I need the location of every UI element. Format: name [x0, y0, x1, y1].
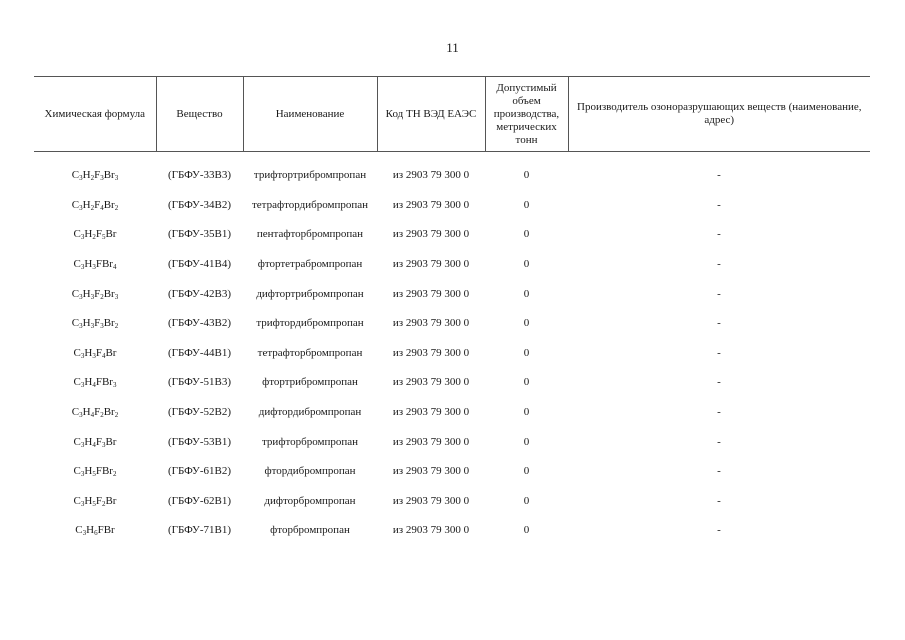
cell-producer: - [717, 405, 721, 418]
formula-element: Br [101, 376, 113, 389]
formula-element: H [84, 346, 93, 359]
cell-name: фтордибромпропан [264, 465, 356, 478]
formula-subscript: 2 [92, 233, 96, 242]
cell-code: из 2903 79 300 0 [392, 198, 470, 211]
formula-element: C [73, 376, 81, 389]
formula-subscript: 4 [100, 203, 104, 212]
formula-element: H [84, 257, 93, 270]
formula-element: C [73, 346, 81, 359]
formula-subscript: 3 [80, 470, 85, 479]
table-row [34, 338, 870, 368]
formula-element: Br [105, 435, 117, 448]
formula-subscript: 3 [82, 529, 87, 538]
header-volume: Допустимый объем производства, метрических тонн [485, 77, 568, 152]
cell-code: из 2903 79 300 0 [392, 257, 470, 270]
cell-name: трифтортрибромпропан [253, 169, 367, 181]
formula-subscript: 6 [94, 529, 98, 538]
formula-element: C [71, 287, 80, 300]
formula-subscript: 3 [80, 233, 85, 242]
cell-producer: - [717, 287, 721, 300]
cell-substance: (ГБФУ-43В2) [168, 317, 231, 330]
formula-element: F [95, 376, 102, 389]
formula-subscript: 3 [100, 322, 104, 331]
formula-element: C [71, 317, 80, 330]
cell-producer: - [717, 435, 721, 448]
cell-code: из 2903 79 300 0 [392, 524, 470, 537]
cell-volume: 0 [523, 465, 530, 478]
formula-subscript: 3 [79, 292, 83, 301]
formula-element: C [73, 228, 81, 241]
cell-formula [34, 338, 156, 368]
cell-code: из 2903 79 300 0 [392, 317, 470, 330]
formula-element: C [73, 257, 81, 270]
cell-formula [34, 249, 156, 279]
formula-element: Br [103, 169, 115, 181]
formula-subscript: 2 [101, 499, 106, 508]
cell-volume: 0 [523, 405, 530, 418]
cell-name: фторбромпропан [270, 524, 350, 537]
cell-volume: 0 [523, 169, 530, 181]
formula-subscript: 5 [92, 499, 96, 508]
formula-element: C [71, 405, 80, 418]
cell-formula [34, 220, 156, 250]
formula-subscript: 3 [79, 174, 83, 182]
table-row [34, 279, 870, 309]
table-row [34, 190, 870, 220]
formula-element: F [94, 169, 101, 181]
cell-name: фтортрибромпропан [262, 376, 358, 389]
formula-subscript: 3 [79, 203, 83, 212]
formula-element: H [84, 465, 93, 478]
formula-subscript: 2 [112, 470, 117, 479]
cell-substance: (ГБФУ-44В1) [168, 346, 231, 359]
formula-element: F [94, 317, 101, 330]
cell-name: трифторбромпропан [261, 435, 358, 448]
cell-formula [34, 152, 156, 191]
cell-code: из 2903 79 300 0 [392, 169, 470, 181]
formula-subscript: 2 [114, 203, 119, 212]
formula-element: C [73, 465, 81, 478]
formula-element: H [84, 494, 93, 507]
cell-name: тетрафтордибромпропан [251, 198, 369, 211]
cell-name: трифтордибромпропан [256, 317, 364, 330]
table-row [34, 427, 870, 457]
formula-element: H [84, 376, 93, 389]
cell-substance: (ГБФУ-34В2) [168, 198, 231, 211]
formula-element: H [84, 228, 93, 241]
cell-formula [34, 279, 156, 309]
cell-producer: - [717, 257, 721, 270]
cell-substance: (ГБФУ-53В1) [168, 435, 231, 448]
formula-subscript: 3 [80, 351, 85, 360]
cell-substance: (ГБФУ-33В3) [168, 169, 231, 181]
formula-element: Br [101, 257, 113, 270]
formula-subscript: 3 [79, 410, 83, 419]
formula-subscript: 3 [90, 322, 95, 331]
cell-code: из 2903 79 300 0 [392, 494, 470, 507]
formula-subscript: 3 [80, 440, 85, 449]
header-producer: Производитель озоноразрушающих веществ (наименование, адрес) [568, 77, 870, 152]
formula-subscript: 3 [90, 292, 95, 301]
formula-subscript: 3 [100, 174, 104, 182]
formula-subscript: 2 [114, 410, 119, 419]
cell-volume: 0 [523, 346, 530, 359]
formula-element: Br [105, 228, 117, 241]
header-code: Код ТН ВЭД ЕАЭС [377, 77, 485, 152]
formula-element: C [73, 435, 81, 448]
table-row [34, 152, 870, 191]
formula-subscript: 3 [112, 381, 117, 390]
cell-volume: 0 [523, 317, 530, 330]
formula-subscript: 2 [100, 410, 104, 419]
cell-volume: 0 [523, 287, 530, 300]
cell-substance: (ГБФУ-62В1) [168, 494, 231, 507]
cell-volume: 0 [523, 524, 530, 537]
cell-code: из 2903 79 300 0 [392, 228, 470, 241]
cell-code: из 2903 79 300 0 [392, 287, 470, 300]
formula-element: Br [103, 405, 115, 418]
formula-element: F [94, 287, 101, 300]
cell-formula [34, 308, 156, 338]
table-header [34, 77, 870, 152]
cell-volume: 0 [523, 257, 530, 270]
cell-formula [34, 516, 156, 546]
formula-element: H [82, 405, 91, 418]
cell-producer: - [717, 465, 721, 478]
cell-producer: - [717, 317, 721, 330]
formula-element: F [95, 435, 102, 448]
cell-name: дифтордибромпропан [258, 405, 362, 418]
formula-element: C [73, 494, 81, 507]
table-row [34, 397, 870, 427]
page-number: 11 [446, 40, 459, 55]
formula-subscript: 4 [90, 410, 95, 419]
formula-element: C [75, 524, 83, 537]
cell-code: из 2903 79 300 0 [392, 376, 470, 389]
cell-name: пентафторбромпропан [256, 228, 364, 241]
formula-element: C [71, 198, 80, 211]
cell-name: дифторбромпропан [264, 494, 356, 507]
formula-element: Br [105, 346, 117, 359]
header-row [34, 77, 870, 152]
cell-code: из 2903 79 300 0 [392, 346, 470, 359]
ozone-substances-table [34, 76, 870, 545]
formula-subscript: 3 [114, 292, 119, 301]
formula-element: F [95, 465, 102, 478]
table-row [34, 308, 870, 338]
formula-subscript: 2 [114, 322, 119, 331]
formula-subscript: 3 [80, 262, 85, 271]
formula-element: H [82, 169, 91, 181]
table-row [34, 486, 870, 516]
table-body [34, 152, 870, 546]
formula-subscript: 4 [112, 262, 117, 271]
formula-element: H [82, 287, 91, 300]
cell-name: тетрафторбромпропан [257, 346, 363, 359]
cell-substance: (ГБФУ-71В1) [168, 524, 231, 537]
cell-volume: 0 [523, 435, 530, 448]
cell-volume: 0 [523, 494, 530, 507]
cell-substance: (ГБФУ-42В3) [168, 287, 231, 300]
cell-producer: - [717, 346, 721, 359]
cell-volume: 0 [523, 198, 530, 211]
cell-name: дифтортрибромпропан [256, 287, 364, 300]
formula-subscript: 3 [114, 174, 119, 182]
cell-formula [34, 190, 156, 220]
formula-element: Br [103, 524, 115, 537]
cell-producer: - [717, 494, 721, 507]
formula-element: H [84, 435, 93, 448]
header-name: Наименование [243, 77, 377, 152]
formula-element: H [86, 524, 95, 537]
formula-element: Br [103, 198, 115, 211]
formula-element: F [95, 228, 102, 241]
cell-producer: - [717, 228, 721, 241]
cell-substance: (ГБФУ-51В3) [168, 376, 231, 389]
cell-substance: (ГБФУ-52В2) [168, 405, 231, 418]
formula-element: F [95, 257, 102, 270]
formula-subscript: 4 [92, 381, 96, 390]
cell-formula [34, 368, 156, 398]
cell-substance: (ГБФУ-35В1) [168, 228, 231, 241]
formula-subscript: 3 [79, 322, 83, 331]
formula-subscript: 4 [92, 440, 96, 449]
cell-formula [34, 427, 156, 457]
formula-element: F [95, 346, 102, 359]
table-row [34, 516, 870, 546]
formula-element: F [95, 494, 102, 507]
formula-element: H [82, 317, 91, 330]
formula-element: F [94, 198, 101, 211]
formula-subscript: 2 [90, 203, 95, 212]
formula-subscript: 2 [100, 292, 104, 301]
formula-subscript: 5 [101, 233, 106, 242]
formula-subscript: 3 [92, 262, 96, 271]
cell-producer: - [717, 376, 721, 389]
table-row [34, 456, 870, 486]
cell-code: из 2903 79 300 0 [392, 405, 470, 418]
formula-subscript: 5 [92, 470, 96, 479]
formula-element: F [97, 524, 104, 537]
formula-element: Br [101, 465, 113, 478]
formula-element: F [94, 405, 101, 418]
table-row [34, 220, 870, 250]
cell-volume: 0 [523, 228, 530, 241]
cell-formula [34, 486, 156, 516]
cell-volume: 0 [523, 376, 530, 389]
header-substance: Вещество [156, 77, 243, 152]
header-formula: Химическая формула [34, 77, 156, 152]
table-row [34, 368, 870, 398]
cell-formula [34, 397, 156, 427]
formula-element: C [71, 169, 80, 181]
cell-producer: - [717, 169, 721, 181]
formula-subscript: 3 [80, 381, 85, 390]
formula-element: H [82, 198, 91, 211]
cell-substance: (ГБФУ-41В4) [168, 257, 231, 270]
cell-producer: - [717, 198, 721, 211]
formula-element: Br [103, 287, 115, 300]
formula-subscript: 3 [101, 440, 106, 449]
cell-name: фтортетрабромпропан [257, 257, 363, 270]
cell-code: из 2903 79 300 0 [392, 435, 470, 448]
formula-element: Br [103, 317, 115, 330]
formula-subscript: 4 [101, 351, 106, 360]
formula-element: Br [105, 494, 117, 507]
cell-code: из 2903 79 300 0 [392, 465, 470, 478]
table-row [34, 249, 870, 279]
cell-formula [34, 456, 156, 486]
cell-substance: (ГБФУ-61В2) [168, 465, 231, 478]
formula-subscript: 2 [90, 174, 95, 182]
formula-subscript: 3 [80, 499, 85, 508]
cell-producer: - [717, 524, 721, 537]
formula-subscript: 3 [92, 351, 96, 360]
